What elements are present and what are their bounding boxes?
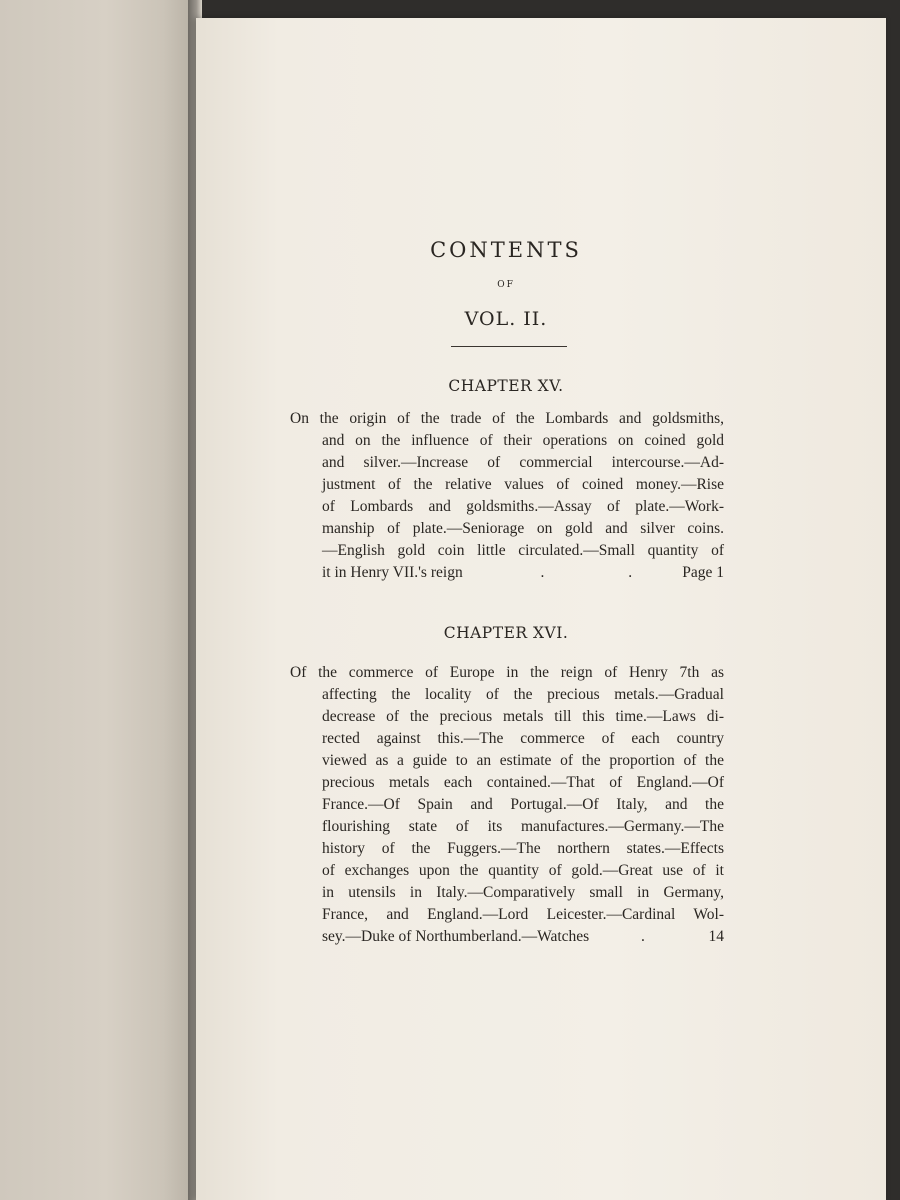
volume-label: VOL. II.: [464, 308, 548, 330]
summary-line: viewed as a guide to an estimate of the proportion of the: [322, 752, 724, 769]
dot-leader: .: [640, 928, 645, 945]
summary-line: On the origin of the trade of the Lombards and goldsmiths,: [290, 410, 724, 427]
summary-line: and on the influence of their operations on coined gold: [322, 432, 724, 449]
summary-line-text: sey.—Duke of Northumberland.—Watches: [322, 928, 590, 945]
page-number: Page 1: [682, 564, 724, 581]
left-page: [0, 0, 192, 1200]
summary-line: and silver.—Increase of commercial intercourse.—Ad-: [322, 454, 724, 471]
summary-line: rected against this.—The commerce of each country: [322, 730, 724, 747]
summary-line: justment of the relative values of coined money.—Rise: [322, 476, 724, 493]
summary-line: of Lombards and goldsmiths.—Assay of plate.—Work-: [322, 498, 724, 515]
chapter-summary: [290, 662, 724, 948]
summary-line: history of the Fuggers.—The northern states.—Effects: [322, 840, 724, 857]
summary-line: precious metals each contained.—That of England.—Of: [322, 774, 724, 791]
summary-line: in utensils in Italy.—Comparatively small in Germany,: [322, 884, 724, 901]
chapter-heading: CHAPTER XV.: [448, 377, 564, 395]
summary-line: France.—Of Spain and Portugal.—Of Italy, and the: [322, 796, 724, 813]
summary-line: flourishing state of its manufactures.—Germany.—The: [322, 818, 724, 835]
summary-line: decrease of the precious metals till this time.—Laws di-: [322, 708, 724, 725]
summary-line: France, and England.—Lord Leicester.—Cardinal Wol-: [322, 906, 724, 923]
right-page: [196, 18, 886, 1200]
divider-rule: [451, 346, 567, 347]
summary-last-line: [290, 926, 724, 948]
summary-line: manship of plate.—Seniorage on gold and silver coins.: [322, 520, 724, 537]
summary-line: —English gold coin little circulated.—Small quantity of: [322, 542, 724, 559]
chapter-summary: [290, 408, 724, 584]
summary-line: affecting the locality of the precious metals.—Gradual: [322, 686, 724, 703]
summary-last-line: [290, 562, 724, 584]
contents-of: OF: [497, 280, 515, 290]
chapter-heading: CHAPTER XVI.: [443, 624, 569, 642]
summary-line-text: it in Henry VII.'s reign: [322, 564, 463, 581]
page-number: 14: [708, 928, 724, 945]
contents-title: CONTENTS: [430, 238, 582, 262]
dot-leader: . .: [540, 564, 673, 581]
summary-line: Of the commerce of Europe in the reign of Henry 7th as: [290, 664, 724, 681]
summary-line: of exchanges upon the quantity of gold.—Great use of it: [322, 862, 724, 879]
